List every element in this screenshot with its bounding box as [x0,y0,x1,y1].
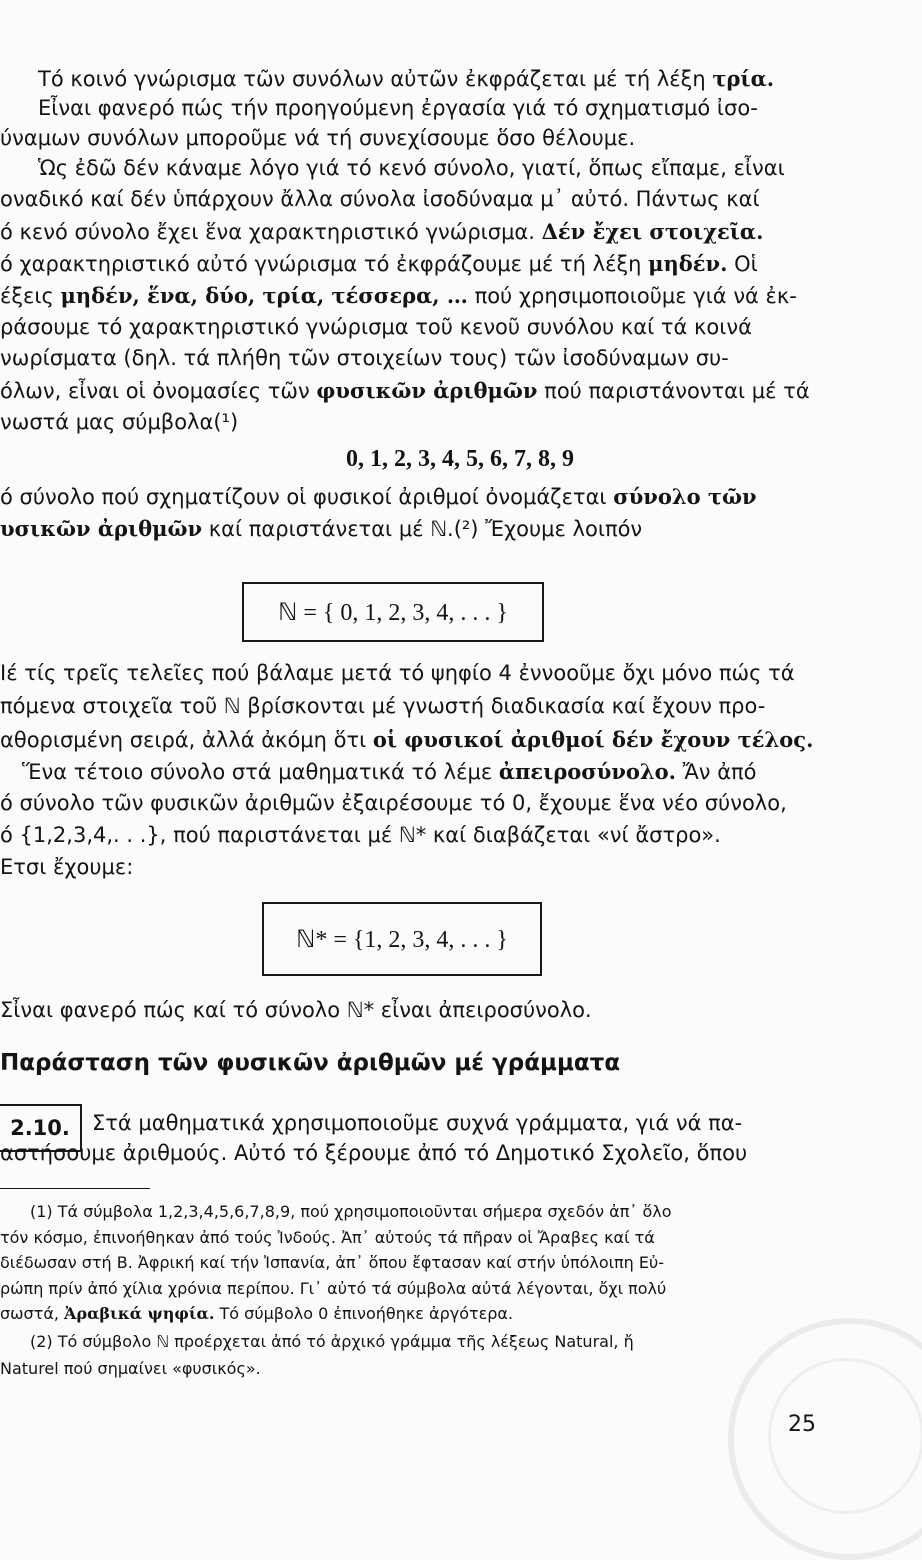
text-line: αστήσουμε ἀριθμούς. Αὐτό τό ξέρουμε ἀπό τό Δημοτικό Σχολεῖο, ὅπου [0,1141,748,1165]
footnote-divider [0,1188,150,1189]
footnote-line: διέδωσαν στή Β. Ἀφρική καί τήν Ἰσπανία, ἀπ᾽ ὅπου ἔφτασαν καί στήν ὑπόλοιπη Εὐ- [0,1253,665,1272]
bold-term: τρία. [712,66,775,91]
text-line: πόμενα στοιχεῖα τοῦ ℕ βρίσκονται μέ γνωστή διαδικασία καί ἔχουν πρo- [0,694,766,718]
text-line: ράσουμε τό χαρακτηριστικό γνώρισμα τοῦ κενοῦ συνόλου καί τά κοινά [0,315,752,339]
page-number: 25 [788,1412,816,1437]
bold-term: μηδέν, ἕνα, δύο, τρία, τέσσερα, … [60,283,468,308]
bold-term: ἀπειροσύνολο. [498,759,676,784]
natural-star-set-box: ℕ* = {1, 2, 3, 4, . . . } [262,902,542,976]
bold-term: υσικῶν ἀριθμῶν [0,516,203,541]
footnote-line: Naturel πού σημαίνει «φυσικός». [0,1359,261,1378]
text-line: υσικῶν ἀριθμῶν καί παριστάνεται μέ ℕ.(²) Ἔχουμε λοιπόν [0,516,643,541]
text-line: Ιέ τίς τρεῖς τελεῖες πού βάλαμε μετά τό ψηφίο 4 ἐννοοῦμε ὄχι μόνο πώς τά [0,661,795,685]
bold-term: οἱ φυσικοί ἀριθμοί δέν ἔχουν τέλος. [372,727,814,752]
text-line: νωστά μας σύμβολα(¹) [0,410,239,434]
text-line: ύναμων συνόλων μποροῦμε νά τή συνεχίσουμε ὅσο θέλουμε. [0,126,636,150]
section-heading: Παράσταση τῶν φυσικῶν ἀριθμῶν μέ γράμματα [0,1050,621,1076]
text-line: Εἶναι φανερό πώς τήν προηγούμενη ἐργασία γιά τό σχηματισμό ἰσο- [38,96,758,120]
text-line: Τό κοινό γνώρισμα τῶν συνόλων αὐτῶν ἐκφράζεται μέ τή λέξη τρία. [38,66,775,91]
text-line: Ετσι ἔχουμε: [0,855,134,879]
bold-term: σύνολο τῶν [613,484,757,509]
bold-term: μηδέν. [648,251,728,276]
bold-term: φυσικῶν ἀριθμῶν [316,378,538,403]
footnote-line: (1) Τά σύμβολα 1,2,3,4,5,6,7,8,9, πού χρησιμοποιοῦνται σήμερα σχεδόν ἀπ᾽ ὅλο [30,1202,672,1221]
text-line: ό σύνολο τῶν φυσικῶν ἀριθμῶν ἐξαιρέσουμε τό 0, ἔχουμε ἕνα νέο σύνολο, [0,791,787,815]
text-line: αθορισμένη σειρά, ἀλλά ἀκόμη ὅτι οἱ φυσικοί ἀριθμοί δέν ἔχουν τέλος. [0,727,814,752]
text-line: Ὡς ἐδῶ δέν κάναμε λόγο γιά τό κενό σύνολο, γιατί, ὅπως εἴπαμε, εἶναι [38,156,785,180]
text-line: νωρίσματα (δηλ. τά πλήθη τῶν στοιχείων τους) τῶν ἰσοδύναμων συ- [0,346,729,370]
bold-term: Ἀραβικά ψηφία. [64,1304,215,1323]
text-line: ό {1,2,3,4,. . .}, πού παριστάνεται μέ ℕ* καί διαβάζεται «νί ἄστρο». [0,823,721,847]
footnote-line: (2) Τό σύμβολο ℕ προέρχεται ἀπό τό ἀρχικό γράμμα τῆς λέξεως Natural, ἤ [30,1332,634,1351]
text-line: ό κενό σύνολο ἔχει ἕνα χαρακτηριστικό γνώρισμα. Δέν ἔχει στοιχεῖα. [0,219,764,244]
footnote-line: τόν κόσμο, ἐπινοήθηκαν ἀπό τούς Ἰνδούς. Ἀπ᾽ αὐτούς τά πῆραν οἱ Ἄραβες καί τά [0,1228,655,1247]
text-line: Στά μαθηματικά χρησιμοποιοῦμε συχνά γράμματα, γιά νά πα- [92,1111,743,1135]
section-number-box: 2.10. [0,1104,82,1152]
digits-list: 0, 1, 2, 3, 4, 5, 6, 7, 8, 9 [346,446,574,472]
footnote-line: σωστά, Ἀραβικά ψηφία. Τό σύμβολο 0 ἐπινοήθηκε ἀργότερα. [0,1304,514,1323]
text-line: ό χαρακτηριστικό αὐτό γνώρισμα τό ἐκφράζουμε μέ τή λέξη μηδέν. Οἱ [0,251,758,276]
text-line: οναδικό καί δέν ὑπάρχουν ἄλλα σύνολα ἰσοδύναμα μ᾽ αὐτό. Πάντως καί [0,187,760,211]
bold-term: Δέν ἔχει στοιχεῖα. [541,219,764,244]
text-line: ό σύνολο πού σχηματίζουν οἱ φυσικοί ἀριθμοί ὀνομάζεται σύνολο τῶν [0,484,757,509]
text-line: Ἕνα τέτοιο σύνολο στά μαθηματικά τό λέμε ἀπειροσύνολο. Ἄν ἀπό [22,759,757,784]
footnote-line: ρώπη πρίν ἀπό χίλια χρόνια περίπου. Γι᾽ αὐτό τά σύμβολα αὐτά λέγονται, ὄχι πολύ [0,1279,667,1298]
text-line: όλων, εἶναι οἱ ὀνομασίες τῶν φυσικῶν ἀριθμῶν πού παριστάνονται μέ τά [0,378,810,403]
natural-numbers-set-box: ℕ = { 0, 1, 2, 3, 4, . . . } [242,582,544,642]
text-line: Σἶναι φανερό πώς καί τό σύνολο ℕ* εἶναι ἀπειροσύνολο. [0,998,592,1022]
text-line: έξεις μηδέν, ἕνα, δύο, τρία, τέσσερα, … πού χρησιμοποιοῦμε γιά νά ἐκ- [0,283,797,308]
